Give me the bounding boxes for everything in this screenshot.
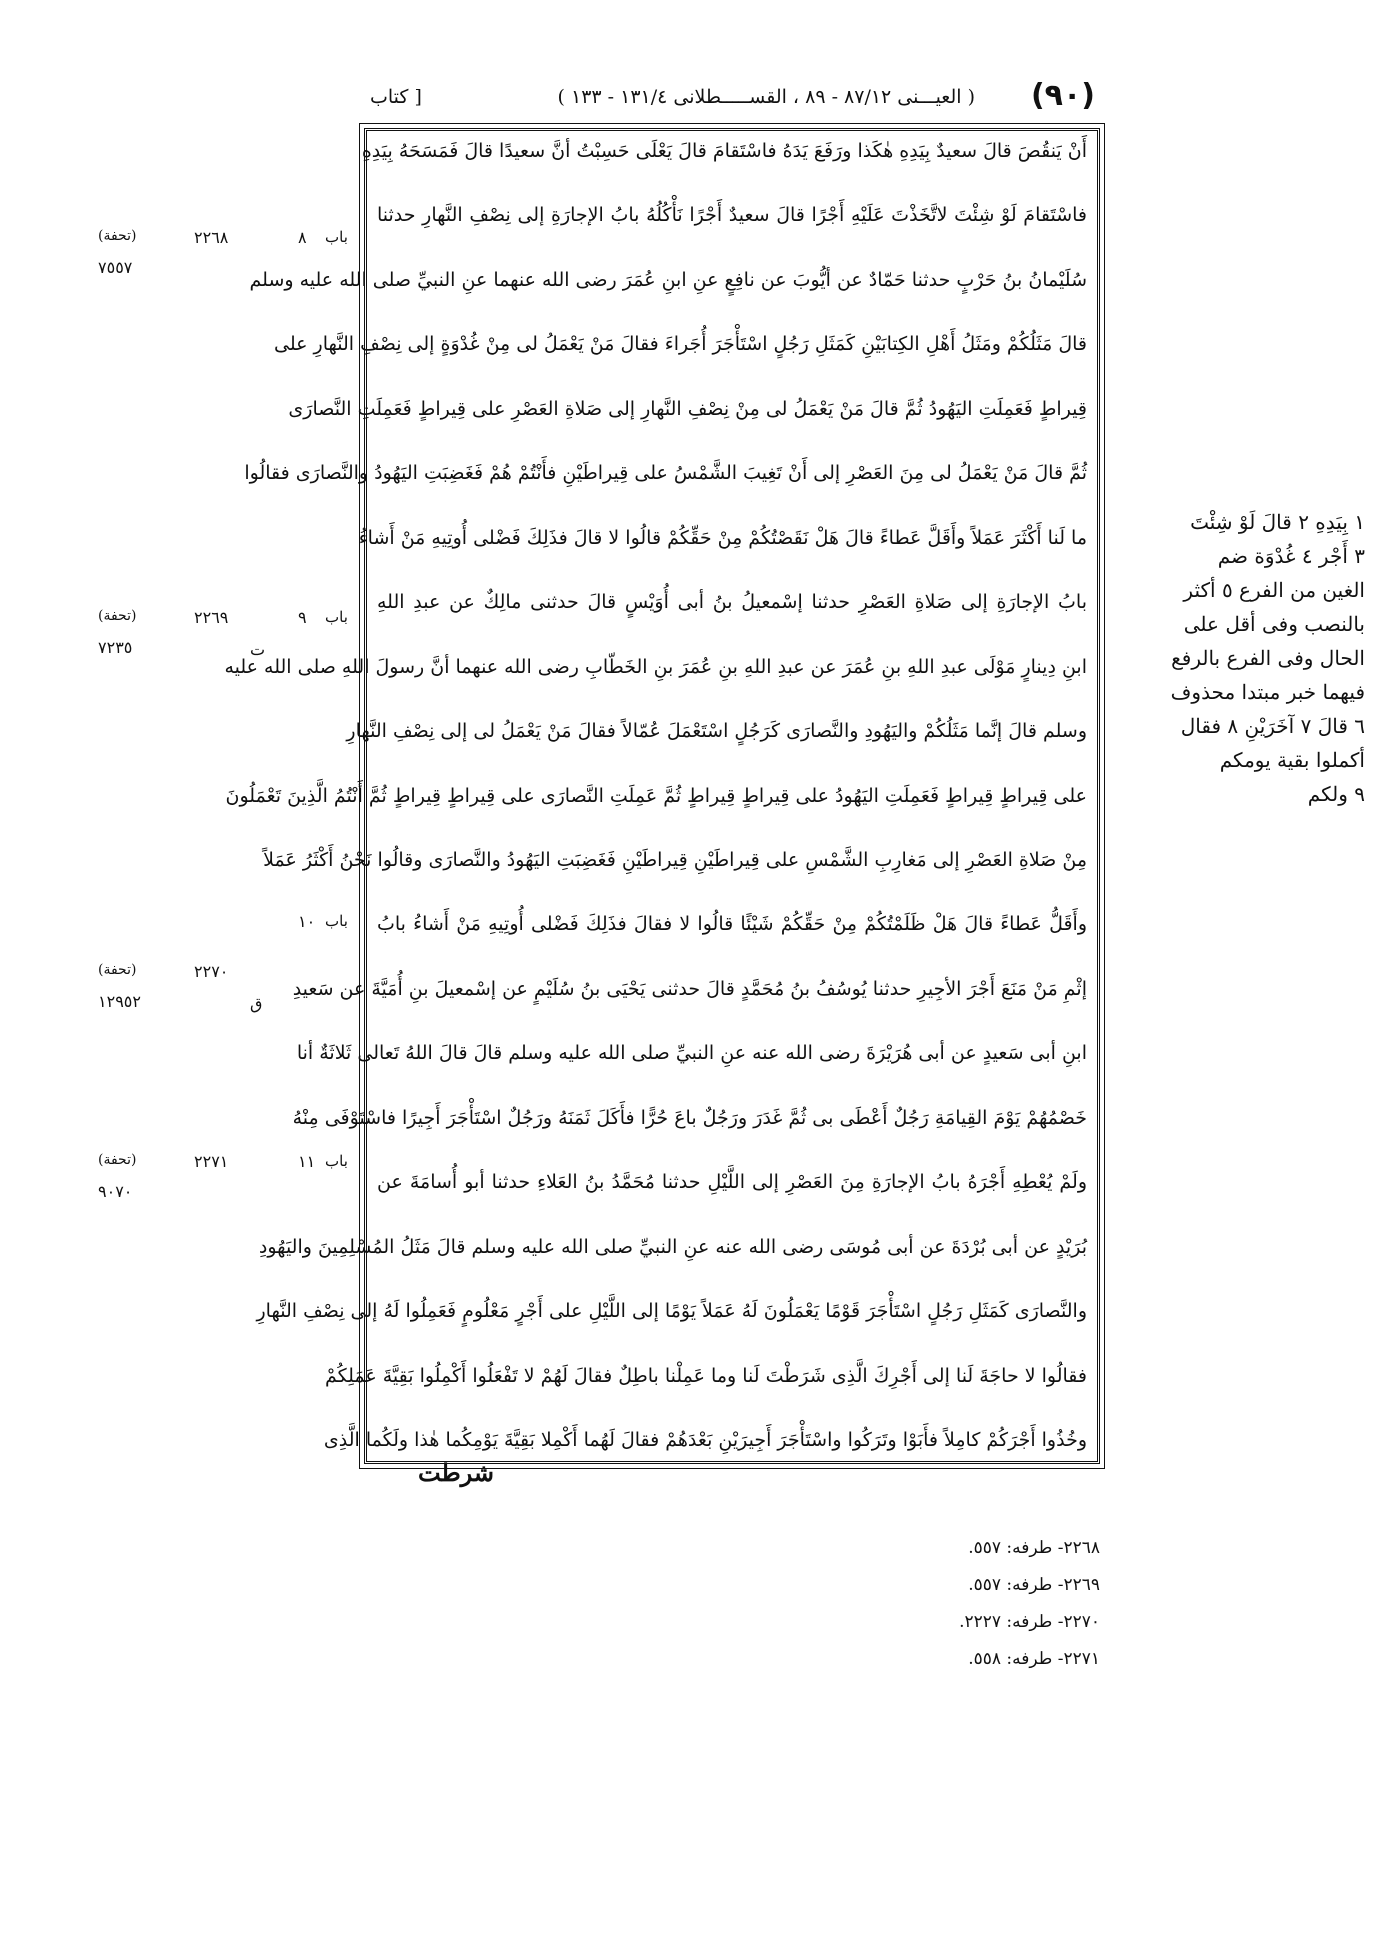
tuhfa-label: (تحفة)	[98, 228, 137, 244]
footnotes	[900, 1530, 1100, 1678]
footnote: ٢٢٦٩- طرفه: ٥٥٧.	[968, 1575, 1100, 1595]
margin-reference-row	[90, 962, 358, 1032]
text-line: على قِيراطٍ قِيراطٍ فَعَمِلَتِ اليَهُودُ على قِيراطٍ قِيراطٍ ثُمَّ عَمِلَتِ النَّصارَى على قِيراطٍ قِيراطٍ ثُمَّ أَنْتُمُ الَّذِينَ تَعْمَلُونَ	[225, 784, 1087, 807]
hadith-number: ٢٢٧١	[194, 1152, 229, 1171]
hadith-number: ٢٢٦٩	[194, 608, 229, 627]
text-line: ثُمَّ قالَ مَنْ يَعْمَلُ لى مِنَ العَصْرِ إلى أَنْ تَغِيبَ الشَّمْسُ على قِيراطَيْنِ فأَنْتُمْ هُمْ فَغَضِبَتِ اليَهُودُ والنَّصارَى فقالُوا	[244, 462, 1087, 485]
tuhfa-number: ٧٥٥٧	[98, 258, 133, 277]
book-title: [ كتاب	[370, 86, 422, 108]
text-line: ما لَنا أَكْثَرَ عَمَلاً وأَقَلَّ عَطاءً قالَ هَلْ نَقَصْتُكُمْ مِنْ حَقِّكُمْ قالُوا لا قالَ فذَلِكَ فَضْلى أُوتِيهِ مَنْ أَشاءُ	[358, 526, 1087, 549]
text-line: فقالُوا لا حاجَةَ لَنا إلى أَجْرِكَ الَّذِى شَرَطْتَ لَنا وما عَمِلْنا باطِلٌ فقالَ لَهُمْ لا تَفْعَلُوا أَكْمِلُوا بَقِيَّةَ عَمَلِكُمْ	[324, 1364, 1087, 1387]
bab-label: باب	[325, 608, 348, 626]
hadith-number: ٢٢٦٨	[194, 228, 229, 247]
footnote: ٢٢٧١- طرفه: ٥٥٨.	[968, 1649, 1100, 1669]
footnote: ٢٢٦٨- طرفه: ٥٥٧.	[968, 1538, 1100, 1558]
text-line: أَنْ يَنقُصَ قالَ سعيدٌ بِيَدِهِ هٰكَذا ورَفَعَ يَدَهُ فاسْتَقامَ قالَ يَعْلَى حَسِبْتُ أنَّ سعيدًا قالَ فَمَسَحَهُ بِيَدِهِ	[361, 140, 1087, 162]
bab-number: ٨	[298, 228, 307, 247]
source-letter: ت	[250, 640, 266, 659]
variant-note: ١ بِيَدِهِ ٢ قالَ لَوْ شِئْتَ	[1190, 510, 1365, 534]
source-letter: ق	[250, 994, 263, 1013]
bab-number: ١١	[298, 1152, 316, 1171]
page-header	[370, 78, 1095, 120]
margin-reference-row	[90, 228, 358, 298]
text-line: ابنِ أبى سَعيدٍ عن أبى هُرَيْرَةَ رضى الله عنه عنِ النبيِّ صلى الله عليه وسلم قالَ قالَ اللهُ تَعالى ثَلاثَةٌ أنا	[296, 1042, 1087, 1065]
variant-note: ٩ ولكم	[1307, 782, 1365, 806]
text-line: والنَّصارَى كَمَثَلِ رَجُلٍ اسْتَأْجَرَ قَوْمًا يَعْمَلُونَ لَهُ عَمَلاً يَوْمًا إلى اللَّيْلِ على أَجْرٍ مَعْلُومٍ فَعَمِلُوا لَهُ إلى نِصْفِ النَّهارِ	[256, 1300, 1087, 1323]
text-line: سُلَيْمانُ بنُ حَرْبٍ حدثنا حَمّادٌ عن أيُّوبَ عن نافِعٍ عنِ ابنِ عُمَرَ رضى الله عنهما عنِ النبيِّ صلى الله عليه وسلم	[249, 268, 1087, 291]
variant-note: الغين من الفرع ٥ أكثر	[1183, 578, 1365, 602]
bab-number: ١٠	[298, 912, 316, 931]
text-line: قِيراطٍ فَعَمِلَتِ اليَهُودُ ثُمَّ قالَ مَنْ يَعْمَلُ لى مِنْ نِصْفِ النَّهارِ إلى صَلاةِ العَصْرِ على قِيراطٍ فَعَمِلَتِ النَّصارَى	[288, 397, 1087, 420]
tuhfa-number: ٧٢٣٥	[98, 638, 133, 657]
text-line: ابنِ دِينارٍ مَوْلَى عبدِ اللهِ بنِ عُمَرَ عن عبدِ اللهِ بنِ عُمَرَ بنِ الخَطّابِ رضى الله عنهما أنَّ رسولَ اللهِ صلى الله عليه	[224, 655, 1087, 678]
text-line: مِنْ صَلاةِ العَصْرِ إلى مَغارِبِ الشَّمْسِ على قِيراطَيْنِ قِيراطَيْنِ فَغَضِبَتِ اليَهُودُ والنَّصارَى وقالُوا نَحْنُ أَكْثَرُ عَمَلاً	[263, 848, 1087, 871]
bab-number: ٩	[298, 608, 307, 627]
commentary-references: ( العيـــنى ٨٧/١٢ - ٨٩ ، القســـــطلانى ١٣١/٤ - ١٣٣ )	[557, 86, 975, 108]
text-line: إثْمِ مَنْ مَنَعَ أَجْرَ الأجِيرِ حدثنا يُوسُفُ بنُ مُحَمَّدٍ قالَ حدثنى يَحْيَى بنُ سُلَيْمٍ عن إسْمعيلَ بنِ أُمَيَّةَ عن سَعيدِ	[292, 977, 1087, 1000]
bab-label: باب	[325, 912, 348, 930]
text-line: خَصْمُهُمْ يَوْمَ القِيامَةِ رَجُلٌ أَعْطَى بى ثُمَّ غَدَرَ ورَجُلٌ باعَ حُرًّا فأَكَلَ ثَمَنَهُ ورَجُلٌ اسْتَأْجَرَ أَجِيرًا فاسْتَوْفَى مِنْهُ	[292, 1106, 1087, 1129]
tuhfa-number: ١٢٩٥٢	[98, 992, 141, 1011]
variant-notes	[1115, 505, 1365, 811]
footnote: ٢٢٧٠- طرفه: ٢٢٢٧.	[959, 1612, 1100, 1632]
bab-label: باب	[325, 228, 348, 246]
bab-label: باب	[325, 1152, 348, 1170]
text-line: وسلم قالَ إنَّما مَثَلُكُمْ واليَهُودِ والنَّصارَى كَرَجُلٍ اسْتَعْمَلَ عُمّالاً فقالَ مَنْ يَعْمَلُ لى إلى نِصْفِ النَّهارِ	[346, 720, 1087, 743]
text-line: وخُذُوا أَجْرَكُمْ كامِلاً فأَبَوْا وتَرَكُوا واسْتَأْجَرَ أَجِيرَيْنِ بَعْدَهُمْ فقالَ لَهُما أَكْمِلا بَقِيَّةَ يَوْمِكُما هٰذا ولَكُما الَّذِى	[323, 1429, 1087, 1452]
text-line: قالَ مَثَلُكُمْ ومَثَلُ أَهْلِ الكِتابَيْنِ كَمَثَلِ رَجُلٍ اسْتَأْجَرَ أُجَراءَ فقالَ مَنْ يَعْمَلُ لى مِنْ غُدْوَةٍ إلى نِصْفِ النَّهارِ على	[274, 333, 1087, 356]
catchword: شرطت	[418, 1458, 495, 1487]
variant-note: ٣ أَجْر ٤ غُدْوَة ضم	[1217, 544, 1365, 568]
variant-note: ٦ قالَ ٧ آخَرَيْنِ ٨ فقال	[1180, 714, 1365, 738]
text-line: وأَقَلُّ عَطاءً قالَ هَلْ ظَلَمْتُكُمْ مِنْ حَقِّكُمْ شَيْئًا قالُوا لا فقالَ فذَلِكَ فَضْلى أُوتِيهِ مَنْ أَشاءُ بابُ	[377, 913, 1087, 936]
text-line: ولَمْ يُعْطِهِ أَجْرَهُ بابُ الإجارَةِ مِنَ العَصْرِ إلى اللَّيْلِ حدثنا مُحَمَّدُ بنُ العَلاءِ حدثنا أبو أُسامَةَ عن	[377, 1171, 1087, 1194]
tuhfa-label: (تحفة)	[98, 962, 137, 978]
tuhfa-number: ٩٠٧٠	[98, 1182, 133, 1201]
variant-note: بالنصب وفى أقل على	[1183, 612, 1365, 636]
page-number: (٩٠)	[1030, 78, 1095, 113]
hadith-number: ٢٢٧٠	[194, 962, 229, 981]
text-line: فاسْتَقامَ لَوْ شِئْتَ لاتَّخَذْتَ عَلَيْهِ أَجْرًا قالَ سعيدٌ أَجْرًا نَأْكُلُهُ بابُ الإجارَةِ إلى نِصْفِ النَّهارِ حدثنا	[377, 204, 1087, 227]
margin-reference-row	[90, 608, 358, 678]
margin-reference-row	[90, 1152, 358, 1222]
tuhfa-label: (تحفة)	[98, 1152, 137, 1168]
tuhfa-label: (تحفة)	[98, 608, 137, 624]
variant-note: فيهما خبر مبتدا محذوف	[1170, 680, 1365, 704]
text-line: بابُ الإجارَةِ إلى صَلاةِ العَصْرِ حدثنا إسْمعيلُ بنُ أبى أُوَيْسٍ قالَ حدثنى مالِكٌ عن عبدِ اللهِ	[377, 591, 1087, 614]
text-line: بُرَيْدٍ عن أبى بُرْدَةَ عن أبى مُوسَى رضى الله عنه عنِ النبيِّ صلى الله عليه وسلم قالَ مَثَلُ المُسْلِمِينَ واليَهُودِ	[258, 1235, 1087, 1258]
variant-note: أكملوا بقية يومكم	[1219, 748, 1365, 772]
variant-note: الحال وفى الفرع بالرفع	[1171, 646, 1365, 670]
